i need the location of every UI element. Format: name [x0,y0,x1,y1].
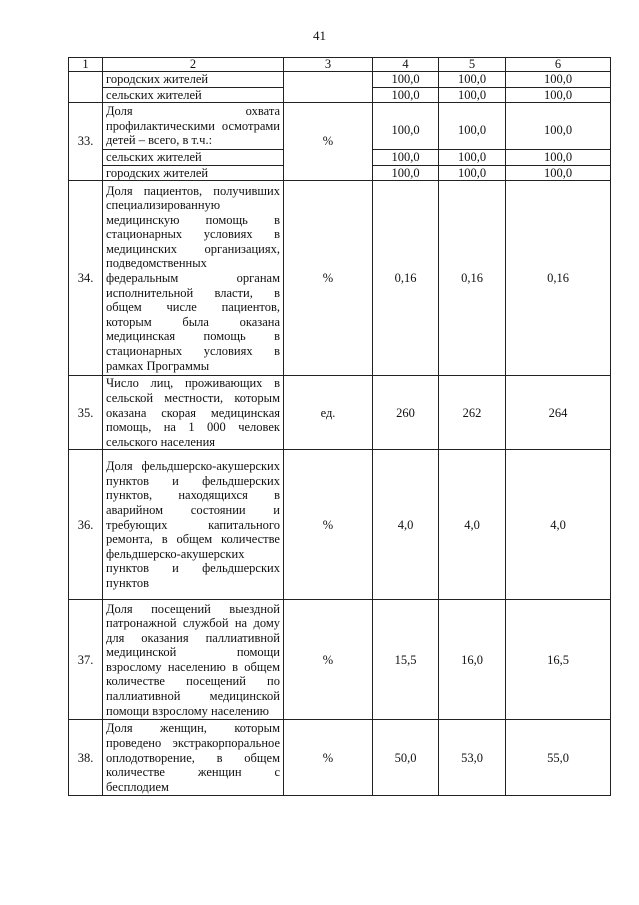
value-cell: 100,0 [373,87,439,103]
indicators-table [68,57,611,796]
value-cell: 100,0 [373,150,439,166]
row-unit: % [284,181,373,376]
row-label: Доля посещений выездной патронажной службой на дому для оказания паллиативной медицинской помощи взрослому населению в общем количестве посещений по паллиативной медицинской помощи взрослому населению [103,600,284,720]
value-cell: 55,0 [506,720,611,796]
value-cell: 100,0 [439,103,506,150]
value-cell: 100,0 [506,150,611,166]
value-cell: 100,0 [506,72,611,88]
row-number: 35. [69,376,103,450]
row-unit-empty [284,72,373,103]
header-cell: 2 [103,58,284,72]
row-number: 37. [69,600,103,720]
table-row [69,181,611,376]
row-label: городских жителей [103,165,284,181]
header-cell: 6 [506,58,611,72]
header-cell: 3 [284,58,373,72]
row-number: 33. [69,103,103,181]
value-cell: 0,16 [506,181,611,376]
value-cell: 0,16 [439,181,506,376]
value-cell: 100,0 [439,150,506,166]
row-unit: ед. [284,376,373,450]
row-label: Доля охвата профилактическими осмотрами детей – всего, в т.ч.: [103,103,284,150]
row-unit: % [284,720,373,796]
row-number: 38. [69,720,103,796]
value-cell: 16,5 [506,600,611,720]
header-cell: 1 [69,58,103,72]
row-label: Доля женщин, которым проведено экстракорпоральное оплодотворение, в общем количестве женщин с бесплодием [103,720,284,796]
table-row [69,72,611,88]
table-row [69,103,611,150]
value-cell: 100,0 [373,165,439,181]
value-cell: 100,0 [506,165,611,181]
value-cell: 100,0 [373,72,439,88]
row-label: сельских жителей [103,150,284,166]
row-label: Число лиц, проживающих в сельской местности, которым оказана скорая медицинская помощь, на 1 000 человек сельского населения [103,376,284,450]
value-cell: 53,0 [439,720,506,796]
value-cell: 50,0 [373,720,439,796]
value-cell: 100,0 [439,165,506,181]
page-number: 41 [313,28,326,43]
value-cell: 4,0 [373,450,439,600]
value-cell: 100,0 [439,87,506,103]
value-cell: 16,0 [439,600,506,720]
value-cell: 100,0 [506,87,611,103]
row-label: городских жителей [103,72,284,88]
row-number-empty [69,72,103,103]
table-row [69,376,611,450]
value-cell: 4,0 [506,450,611,600]
value-cell: 0,16 [373,181,439,376]
table-row [69,720,611,796]
row-unit: % [284,450,373,600]
table-header-row [69,58,611,72]
row-unit: % [284,600,373,720]
value-cell: 260 [373,376,439,450]
value-cell: 262 [439,376,506,450]
table-row [69,600,611,720]
row-label: Доля пациентов, получивших специализированную медицинскую помощь в стационарных условиях в медицинских организациях, подведомственных федеральным органам исполнительной власти, в общем числе пациентов, которым была оказана медицинская помощь в стационарных условиях в рамках Программы [103,181,284,376]
row-unit: % [284,103,373,181]
value-cell: 15,5 [373,600,439,720]
row-label: сельских жителей [103,87,284,103]
row-number: 34. [69,181,103,376]
header-cell: 4 [373,58,439,72]
table-row [69,450,611,600]
value-cell: 4,0 [439,450,506,600]
value-cell: 100,0 [439,72,506,88]
value-cell: 100,0 [506,103,611,150]
value-cell: 100,0 [373,103,439,150]
row-number: 36. [69,450,103,600]
header-cell: 5 [439,58,506,72]
row-label: Доля фельдшерско-акушерских пунктов и фельдшерских пунктов, находящихся в аварийном состоянии и требующих капитального ремонта, в общем количестве фельдшерско-акушерских пунктов и фельдшерских пунктов [103,450,284,600]
value-cell: 264 [506,376,611,450]
